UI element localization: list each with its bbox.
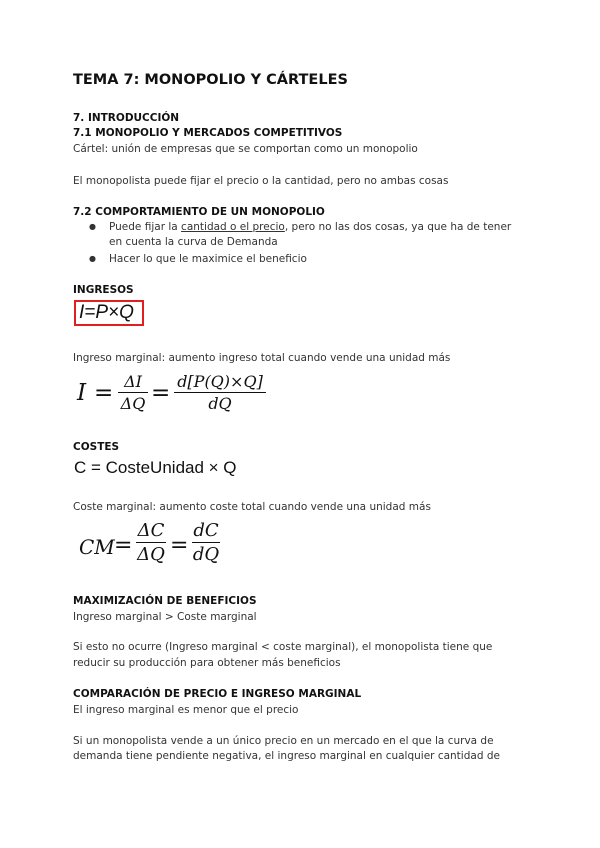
ingreso-frac2-numerator: d[P(Q)×Q] [177, 372, 263, 391]
ingreso-eq-equals-2: = [151, 380, 171, 406]
comparacion-line-2: demanda tiene pendiente negativa, el ingreso marginal en cualquier cantidad de [73, 750, 500, 762]
bullet-icon: ● [89, 254, 96, 263]
ingreso-eq-equals-1: = [94, 380, 114, 406]
ingreso-fraction-delta [118, 372, 148, 413]
section-heading-intro: 7. INTRODUCCIÓN [73, 112, 180, 124]
coste-eq-equals-1: = [114, 533, 133, 558]
coste-fraction-derivative [192, 520, 220, 565]
comparacion-line-1: Si un monopolista vende a un único precio en un mercado en el que la curva de [73, 735, 494, 747]
section-heading-costes: COSTES [73, 441, 120, 453]
fraction-bar [118, 392, 148, 393]
coste-frac2-numerator: dC [193, 520, 219, 541]
coste-frac2-denominator: dQ [192, 544, 220, 565]
ingreso-frac2-denominator: dQ [208, 394, 232, 413]
ingreso-frac1-numerator: ΔI [124, 372, 142, 391]
cartel-definition: Cártel: unión de empresas que se comportan como un monopolio [73, 143, 418, 155]
subsection-heading-behavior: 7.2 COMPORTAMIENTO DE UN MONOPOLIO [73, 206, 325, 218]
section-heading-ingresos: INGRESOS [73, 284, 134, 296]
page-title: TEMA 7: MONOPOLIO Y CÁRTELES [73, 72, 348, 88]
monopolist-note: El monopolista puede fijar el precio o la cantidad, pero no ambas cosas [73, 175, 449, 187]
fraction-bar [174, 392, 266, 393]
bullet-1-pre: Puede fijar la [109, 221, 182, 233]
fraction-bar [192, 542, 220, 543]
section-heading-comparacion: COMPARACIÓN DE PRECIO E INGRESO MARGINAL [73, 688, 362, 700]
coste-frac1-denominator: ΔQ [137, 544, 165, 565]
ingreso-marginal-text: Ingreso marginal: aumento ingreso total cuando vende una unidad más [73, 352, 451, 364]
coste-marginal-text: Coste marginal: aumento coste total cuando vende una unidad más [73, 501, 431, 513]
maximizacion-line-2: reducir su producción para obtener más beneficios [73, 657, 341, 669]
ingreso-fraction-derivative [174, 372, 266, 413]
bullet-item-1 [109, 221, 511, 233]
bullet-1-post: , pero no las dos cosas, ya que ha de tener [284, 221, 512, 233]
subsection-heading-monopolio: 7.1 MONOPOLIO Y MERCADOS COMPETITIVOS [73, 127, 343, 139]
section-heading-maximizacion: MAXIMIZACIÓN DE BENEFICIOS [73, 595, 257, 607]
ingreso-eq-lhs: I [77, 380, 87, 406]
ingresos-formula-box: I=P×Q [74, 300, 144, 326]
fraction-bar [136, 542, 166, 543]
coste-eq-lhs: CM [79, 535, 115, 559]
bullet-item-2: Hacer lo que le maximice el beneficio [109, 253, 307, 265]
bullet-1-underlined: cantidad o el precio [181, 221, 285, 233]
bullet-icon: ● [89, 222, 96, 231]
ingreso-frac1-denominator: ΔQ [120, 394, 146, 413]
coste-frac1-numerator: ΔC [137, 520, 165, 541]
bullet-item-1-line2: en cuenta la curva de Demanda [109, 236, 278, 248]
maximizacion-rule: Ingreso marginal > Coste marginal [73, 611, 257, 623]
coste-fraction-delta [136, 520, 166, 565]
costes-formula: C = CosteUnidad × Q [74, 458, 237, 477]
comparacion-rule: El ingreso marginal es menor que el precio [73, 704, 299, 716]
maximizacion-line-1: Si esto no ocurre (Ingreso marginal < coste marginal), el monopolista tiene que [73, 641, 493, 653]
coste-eq-equals-2: = [170, 533, 189, 558]
